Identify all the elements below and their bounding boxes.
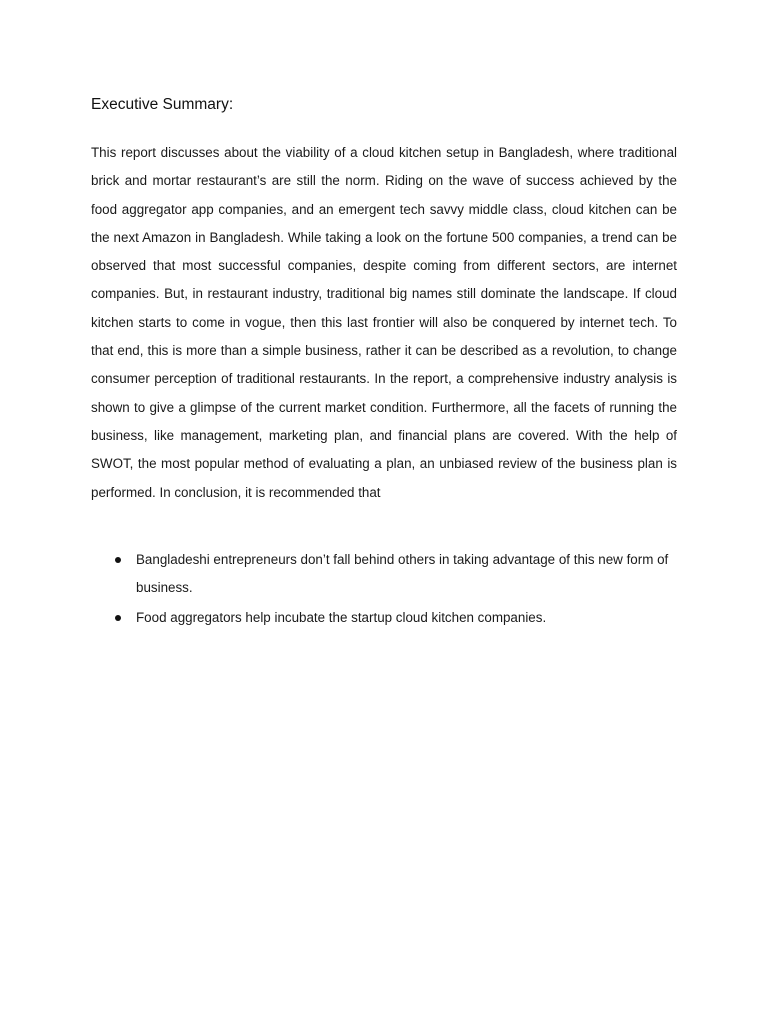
bullet-icon (115, 615, 121, 621)
recommendation-list (91, 546, 677, 633)
list-item-text: Bangladeshi entrepreneurs don’t fall behind others in taking advantage of this new form of business. (136, 552, 669, 596)
section-heading: Executive Summary: (91, 96, 234, 113)
summary-paragraph: This report discusses about the viability of a cloud kitchen setup in Bangladesh, where traditional brick and mortar restaurant’s are still the norm. Riding on the wave of success achieved by the food aggregator app companies, and an emergent tech savvy middle class, cloud kitchen can be the next Amazon in Bangladesh. While taking a look on the fortune 500 companies, a trend can be observed that most successful companies, despite coming from different sectors, are internet companies. But, in restaurant industry, traditional big names still dominate the landscape. If cloud kitchen starts to come in vogue, then this last frontier will also be conquered by internet tech. To that end, this is more than a simple business, rather it can be described as a revolution, to change consumer perception of traditional restaurants. In the report, a comprehensive industry analysis is shown to give a glimpse of the current market condition. Furthermore, all the facets of running the business, like management, marketing plan, and financial plans are covered. With the help of SWOT, the most popular method of evaluating a plan, an unbiased review of the business plan is performed. In conclusion, it is recommended that (91, 145, 677, 500)
list-item (91, 604, 677, 632)
list-item (91, 546, 677, 603)
list-item-text: Food aggregators help incubate the startup cloud kitchen companies. (136, 609, 547, 625)
bullet-icon (115, 557, 121, 563)
